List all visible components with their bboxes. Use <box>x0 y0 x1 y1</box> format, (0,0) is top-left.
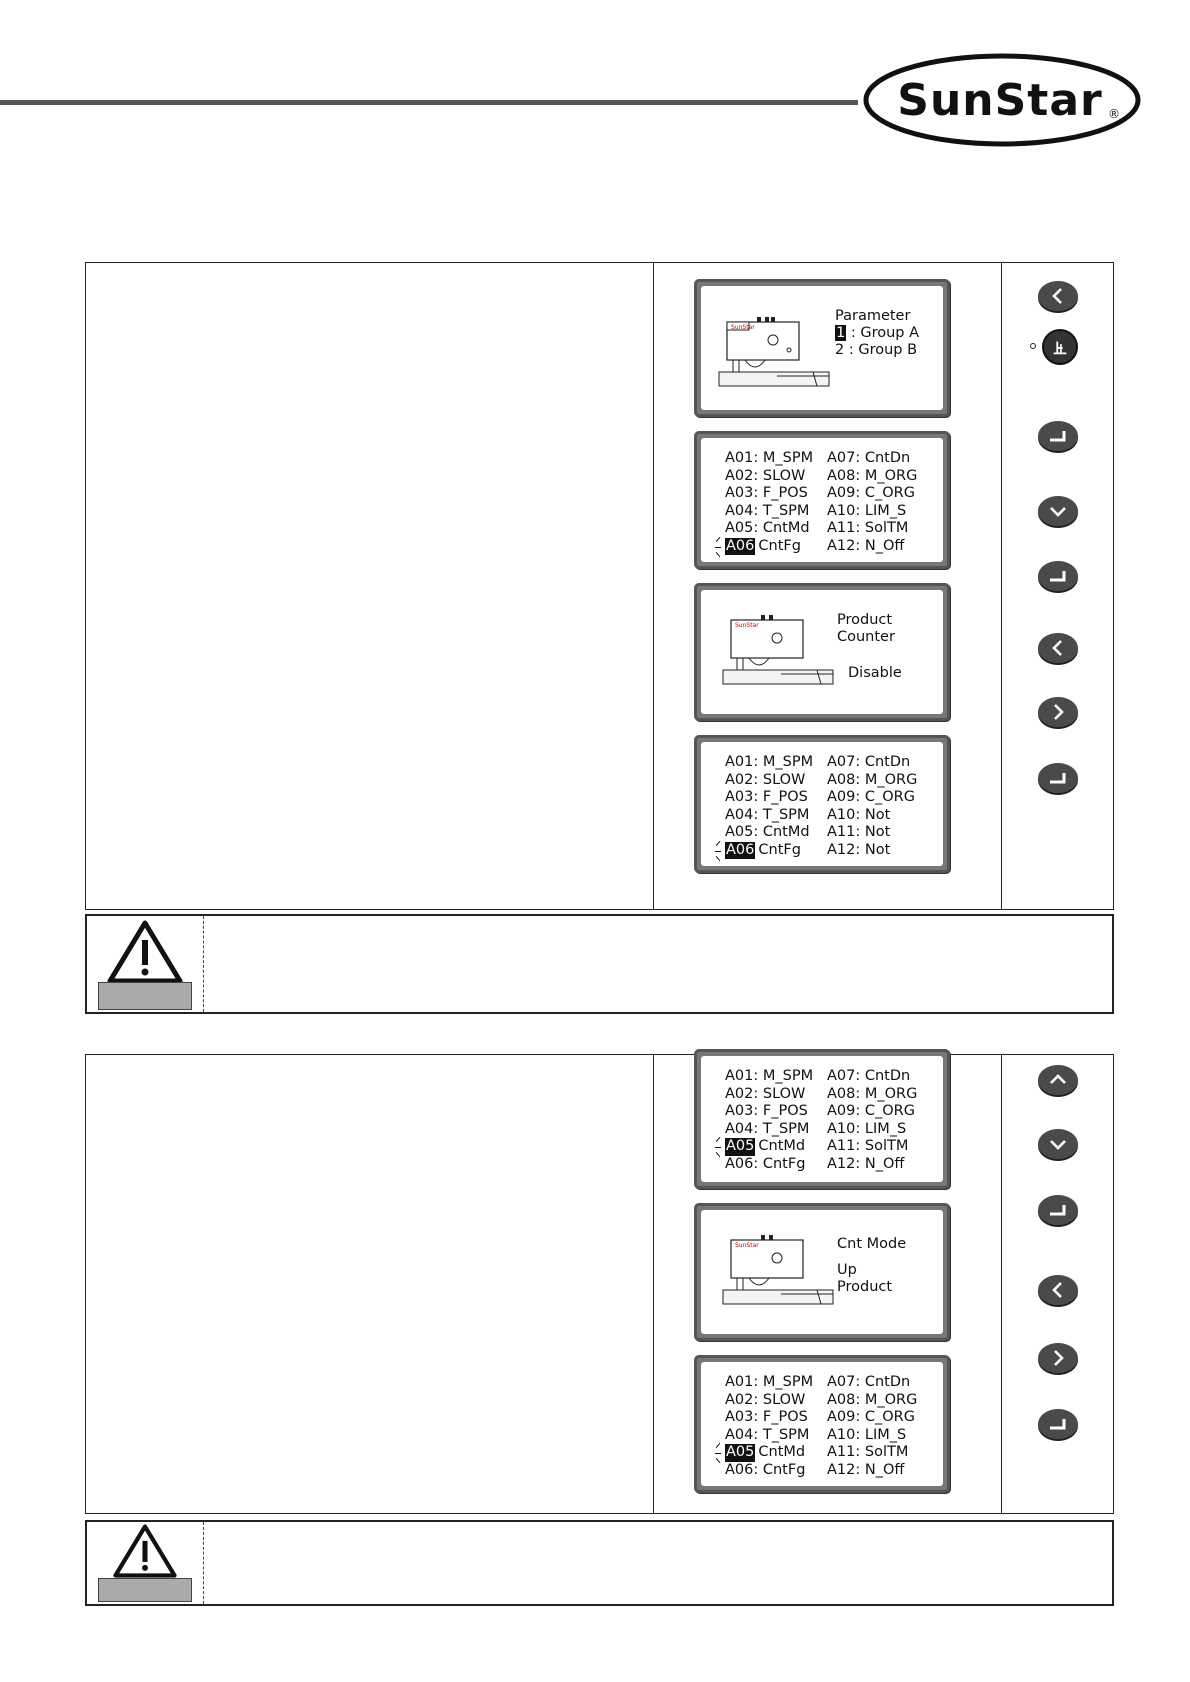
lcd-product-counter <box>694 583 950 721</box>
lcd-param-list-after-2 <box>694 1355 950 1493</box>
param-row <box>827 450 917 468</box>
param-row <box>827 824 917 842</box>
down-arrow-key[interactable] <box>1038 496 1078 526</box>
param-name: : Not <box>855 824 891 840</box>
left-arrow-key[interactable] <box>1038 633 1078 663</box>
param-name: : C_ORG <box>855 485 915 501</box>
param-code: A01 <box>725 1068 754 1084</box>
warning-triangle-icon <box>107 920 183 984</box>
param-row <box>725 1392 813 1410</box>
cntmode-line2: Product <box>837 1279 893 1295</box>
param-name: : Not <box>855 806 891 823</box>
param-column-left <box>725 754 813 859</box>
procedure-panel-2 <box>85 1054 1114 1514</box>
param-row <box>827 1392 917 1410</box>
param-row <box>827 754 917 772</box>
param-row <box>725 1121 813 1139</box>
param-code: A11 <box>827 1138 856 1154</box>
param-code: A03 <box>725 485 754 501</box>
param-item1: : Group A <box>850 325 920 341</box>
param-row <box>827 468 917 486</box>
param-row <box>827 807 917 825</box>
blink-mark <box>716 840 721 845</box>
param-name: : SolTM <box>855 1444 909 1460</box>
param-item2: 2 : Group B <box>835 342 918 358</box>
param-list <box>701 742 943 866</box>
param-code: A02 <box>725 1085 754 1102</box>
param-code: A11 <box>827 520 856 536</box>
param-code: A08 <box>827 1085 856 1102</box>
param-name: : M_SPM <box>753 1374 814 1390</box>
blink-mark <box>715 547 721 548</box>
param-code: A09 <box>827 1409 856 1425</box>
left-arrow-key[interactable] <box>1038 1275 1078 1305</box>
param-code: A02 <box>725 771 754 788</box>
param-row <box>827 1427 917 1445</box>
param-row <box>725 1374 813 1392</box>
param-code: A01 <box>725 450 754 466</box>
param-name: : C_ORG <box>855 789 915 805</box>
param-row <box>827 538 917 556</box>
param-name: : T_SPM <box>753 806 810 823</box>
blink-mark <box>716 855 721 860</box>
param-code: A03 <box>725 789 754 805</box>
param-name: : T_SPM <box>753 1426 810 1443</box>
param-row <box>725 1444 813 1462</box>
param-name: : C_ORG <box>855 1103 915 1119</box>
param-row <box>725 1462 813 1480</box>
param-code: A11 <box>827 824 856 840</box>
svg-text:SunStar: SunStar <box>735 1242 759 1249</box>
param-code: A04 <box>725 806 754 823</box>
header-rule <box>0 100 858 105</box>
param-code: A02 <box>725 1391 754 1408</box>
param-name: : LIM_S <box>855 1120 907 1137</box>
param-name: CntFg <box>758 537 801 554</box>
param-row <box>725 772 813 790</box>
svg-text:®: ® <box>1108 107 1120 121</box>
param-name: : CntDn <box>855 1374 911 1390</box>
lcd-cnt-mode <box>694 1203 950 1341</box>
param-code: A02 <box>725 467 754 484</box>
param-code: A12 <box>827 841 856 858</box>
param-code: A12 <box>827 1155 856 1172</box>
param-name: : F_POS <box>753 1409 808 1425</box>
up-arrow-key[interactable] <box>1038 1065 1078 1095</box>
right-arrow-key[interactable] <box>1038 697 1078 727</box>
param-code: A12 <box>827 537 856 554</box>
param-row <box>725 450 813 468</box>
param-name: : F_POS <box>753 1103 808 1119</box>
param-code: A01 <box>725 754 754 770</box>
param-row <box>725 485 813 503</box>
param-column-left <box>725 450 813 555</box>
param-code: A06 <box>725 1155 754 1172</box>
param-name: : C_ORG <box>855 1409 915 1425</box>
param-column-right <box>827 1068 917 1173</box>
param-code: A10 <box>827 1120 856 1137</box>
param-name: : SolTM <box>855 520 909 536</box>
param-row <box>725 1103 813 1121</box>
param-code: A07 <box>827 754 856 770</box>
down-arrow-key[interactable] <box>1038 1129 1078 1159</box>
param-row <box>725 1086 813 1104</box>
counter-line1: Product <box>837 612 893 628</box>
param-row <box>725 1068 813 1086</box>
svg-text:SunStar: SunStar <box>735 622 759 629</box>
param-row <box>827 1374 917 1392</box>
param-name: : M_SPM <box>753 1068 814 1084</box>
left-arrow-key[interactable] <box>1038 281 1078 311</box>
param-name: : N_Off <box>855 1461 905 1478</box>
param-code: A10 <box>827 806 856 823</box>
cntmode-line1: Up <box>837 1262 857 1278</box>
svg-text:SunStar: SunStar <box>897 75 1103 126</box>
param-name: : CntDn <box>855 450 911 466</box>
lcd-param-list-after <box>694 735 950 873</box>
param-row <box>725 468 813 486</box>
param-name: : CntDn <box>855 754 911 770</box>
param-name: : M_ORG <box>855 1391 918 1408</box>
param-name: : N_Off <box>855 1155 905 1172</box>
screen-column-2 <box>654 1055 1002 1513</box>
blink-mark <box>716 536 721 541</box>
key-column-2 <box>1002 1055 1113 1513</box>
param-list <box>701 438 943 562</box>
param-code: A08 <box>827 467 856 484</box>
param-name: : SLOW <box>753 771 806 788</box>
param-column-right <box>827 1374 917 1479</box>
caution-box-2 <box>85 1520 1114 1606</box>
blink-mark <box>716 551 721 556</box>
param-row <box>725 1156 813 1174</box>
param-name: : M_ORG <box>855 467 918 484</box>
lcd-param-list-before <box>694 431 950 569</box>
param-code: A12 <box>827 1461 856 1478</box>
param-code: A11 <box>827 1444 856 1460</box>
param-code: A01 <box>725 1374 754 1390</box>
enter-key[interactable] <box>1038 1195 1078 1225</box>
param-code: A08 <box>827 1391 856 1408</box>
param-name: : LIM_S <box>855 502 907 519</box>
sewing-machine-icon <box>721 612 837 692</box>
blink-mark <box>715 1453 721 1454</box>
param-row <box>827 1068 917 1086</box>
param-name: : SLOW <box>753 1085 806 1102</box>
param-code: A10 <box>827 1426 856 1443</box>
cntmode-title: Cnt Mode <box>837 1236 907 1252</box>
key-column-1 <box>1002 263 1113 909</box>
param-row <box>827 1156 917 1174</box>
param-row <box>725 807 813 825</box>
param-column-right <box>827 754 917 859</box>
param-code: A05 <box>725 520 754 536</box>
param-row <box>827 1409 917 1427</box>
param-code-selected: A05 <box>726 1138 755 1154</box>
param-name: : CntFg <box>753 1155 806 1172</box>
param-code: A04 <box>725 1426 754 1443</box>
param-code: A07 <box>827 1068 856 1084</box>
description-area-2 <box>86 1055 654 1513</box>
param-row <box>827 520 917 538</box>
lcd-parameter-group <box>694 279 950 417</box>
param-code: A06 <box>725 1461 754 1478</box>
param-name: : CntMd <box>753 520 810 536</box>
procedure-panel-1 <box>85 262 1114 910</box>
lcd-param-list-before-2 <box>694 1049 950 1189</box>
pedal-key[interactable] <box>1042 329 1078 365</box>
param-row <box>725 1427 813 1445</box>
param-row <box>725 538 813 556</box>
param-row <box>827 503 917 521</box>
caution-icon-cell <box>87 1522 204 1604</box>
param-row <box>725 503 813 521</box>
param-row <box>725 789 813 807</box>
caution-label <box>98 982 192 1010</box>
param-row <box>725 520 813 538</box>
param-column-left <box>725 1374 813 1479</box>
blink-mark <box>715 851 721 852</box>
param-code: A04 <box>725 1120 754 1137</box>
sewing-machine-icon <box>717 314 833 394</box>
enter-key[interactable] <box>1038 763 1078 793</box>
param-name: : CntMd <box>753 824 810 840</box>
param-title: Parameter <box>835 308 911 324</box>
param-row <box>725 1138 813 1156</box>
param-code: A04 <box>725 502 754 519</box>
param-name: : T_SPM <box>753 502 810 519</box>
blink-mark <box>716 1458 721 1463</box>
param-code: A09 <box>827 1103 856 1119</box>
param-name: : N_Off <box>855 537 905 554</box>
param-row <box>725 842 813 860</box>
counter-line2: Counter <box>837 629 895 645</box>
param-row <box>827 1103 917 1121</box>
param-code: A07 <box>827 1374 856 1390</box>
param-name: : M_ORG <box>855 1085 918 1102</box>
param-item1-num: 1 <box>836 325 846 341</box>
param-name: : M_SPM <box>753 754 814 770</box>
param-code: A09 <box>827 789 856 805</box>
param-row <box>827 772 917 790</box>
param-row <box>827 1138 917 1156</box>
param-column-right <box>827 450 917 555</box>
param-row <box>827 1086 917 1104</box>
param-name: : M_SPM <box>753 450 814 466</box>
param-code: A07 <box>827 450 856 466</box>
param-name: : CntFg <box>753 1461 806 1478</box>
enter-key[interactable] <box>1038 1409 1078 1439</box>
param-code: A10 <box>827 502 856 519</box>
param-row <box>827 1462 917 1480</box>
blink-mark <box>716 1152 721 1157</box>
blink-mark <box>716 1137 721 1142</box>
blink-mark <box>715 1147 721 1148</box>
param-name: : F_POS <box>753 789 808 805</box>
param-row <box>827 842 917 860</box>
warning-triangle-icon <box>107 1524 183 1578</box>
param-code-selected: A06 <box>726 841 755 858</box>
param-code: A05 <box>725 824 754 840</box>
param-row <box>725 1409 813 1427</box>
param-name: : T_SPM <box>753 1120 810 1137</box>
param-name: CntFg <box>758 841 801 858</box>
sewing-machine-icon <box>721 1232 837 1312</box>
param-name: : F_POS <box>753 485 808 501</box>
param-list <box>701 1056 943 1182</box>
param-name: : Not <box>855 841 891 858</box>
caution-label <box>98 1578 192 1602</box>
enter-key[interactable] <box>1038 421 1078 451</box>
param-code: A08 <box>827 771 856 788</box>
indicator-led <box>1030 343 1036 349</box>
param-list <box>701 1362 943 1486</box>
param-row <box>725 754 813 772</box>
caution-icon-cell <box>87 916 204 1012</box>
right-arrow-key[interactable] <box>1038 1343 1078 1373</box>
param-row <box>827 1121 917 1139</box>
param-row <box>725 824 813 842</box>
param-code-selected: A05 <box>726 1444 755 1460</box>
param-column-left <box>725 1068 813 1173</box>
param-name: : SolTM <box>855 1138 909 1154</box>
param-row <box>827 1444 917 1462</box>
param-name: : LIM_S <box>855 1426 907 1443</box>
param-row <box>827 485 917 503</box>
param-row <box>827 789 917 807</box>
param-code: A03 <box>725 1103 754 1119</box>
description-area-1 <box>86 263 654 909</box>
param-code: A03 <box>725 1409 754 1425</box>
param-code: A09 <box>827 485 856 501</box>
param-name: : SLOW <box>753 467 806 484</box>
param-name: : SLOW <box>753 1391 806 1408</box>
blink-mark <box>716 1443 721 1448</box>
svg-text:SunStar: SunStar <box>731 324 755 331</box>
param-name: : M_ORG <box>855 771 918 788</box>
param-name: CntMd <box>758 1138 806 1154</box>
enter-key[interactable] <box>1038 561 1078 591</box>
param-code-selected: A06 <box>726 537 755 554</box>
sunstar-logo <box>862 52 1142 148</box>
caution-box-1 <box>85 914 1114 1014</box>
counter-value: Disable <box>848 665 902 681</box>
screen-column-1 <box>654 263 1002 909</box>
param-name: CntMd <box>758 1444 806 1460</box>
param-name: : CntDn <box>855 1068 911 1084</box>
